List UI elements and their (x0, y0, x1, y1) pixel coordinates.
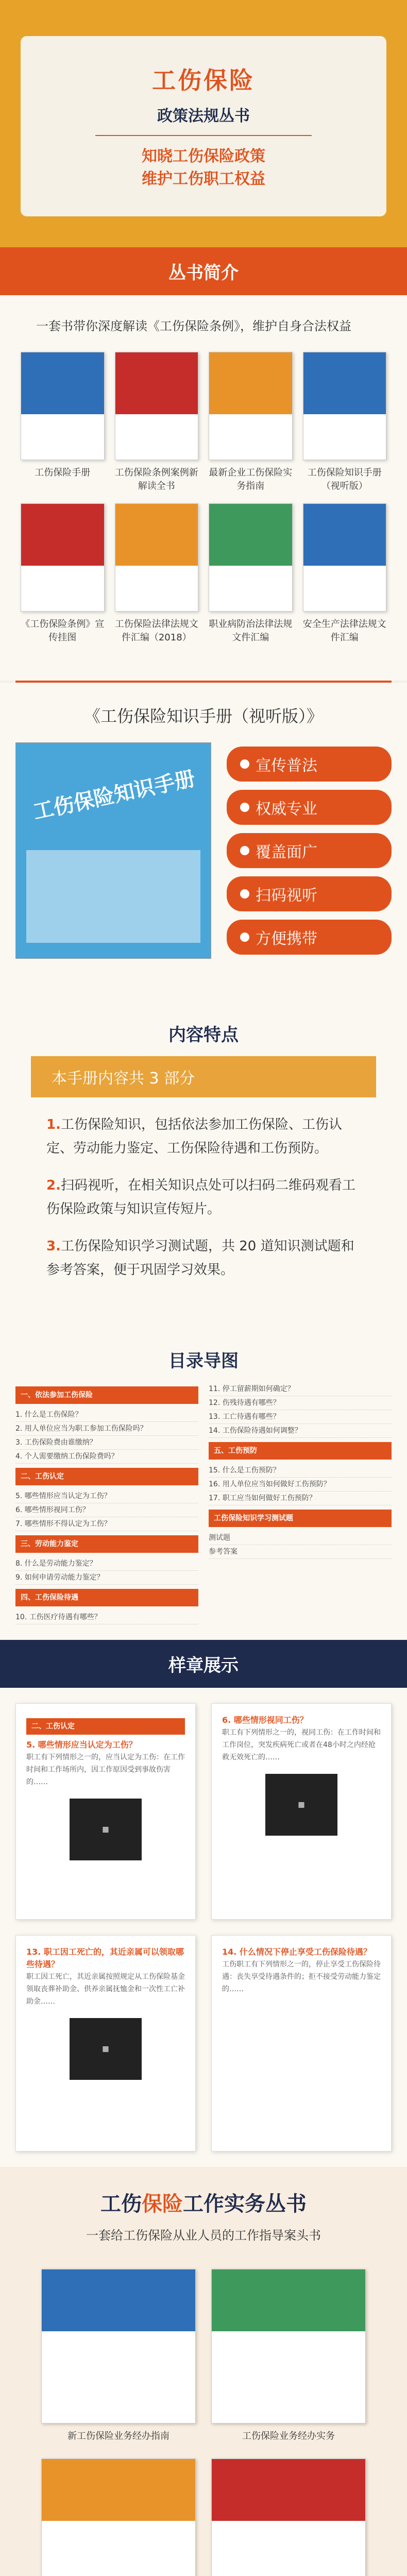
book-cover (209, 352, 293, 460)
book-caption: 《工伤保险条例》宣传挂图 (21, 619, 105, 643)
handbook-cover-image (26, 850, 200, 943)
feature-text: 工伤保险知识学习测试题，共 20 道知识测试题和参考答案，便于巩固学习效果。 (46, 1239, 354, 1278)
feature-tag (227, 833, 392, 868)
hero-title (36, 62, 371, 96)
toc-item: 14. 工伤保险待遇如何调整？ (209, 1424, 392, 1438)
series2-title (0, 2188, 407, 2217)
feature-tag-label: 宣传普法 (256, 757, 317, 775)
toc-section-title: 一、依法参加工伤保险 (15, 1386, 198, 1404)
book-cover (115, 503, 199, 612)
book-caption: 工伤保险条例案例新解读全书 (114, 467, 198, 492)
feature-num: 3. (46, 1239, 61, 1254)
sample-body: 职工因工死亡，其近亲属按照规定从工伤保险基金领取丧葬补助金、供养亲属抚恤金和一次性工亡补助金…… (26, 1973, 185, 2006)
hero-divider (95, 135, 312, 136)
book-cover (211, 2269, 366, 2424)
handbook-row (15, 742, 392, 959)
dot-icon (240, 933, 249, 942)
handbook-tags (227, 747, 392, 955)
series2-title-b: 工作实务丛书 (183, 2192, 307, 2216)
toc-grid (15, 1382, 392, 1624)
features-ribbon: 本手册内容共 3 部分 (31, 1056, 376, 1097)
book-grid (15, 336, 392, 660)
cover-band (115, 504, 198, 566)
qr-code-icon: ▦ (70, 1799, 142, 1860)
feature-tag-label: 扫码视听 (256, 887, 317, 905)
book-cover (21, 503, 105, 612)
dot-icon (240, 803, 249, 812)
hero-subtitle: 政策法规丛书 (157, 107, 250, 125)
handbook-section (0, 683, 407, 979)
samples-banner: 样章展示 (0, 1640, 407, 1688)
toc-item: 5. 哪些情形应当认定为工伤？ (15, 1489, 198, 1503)
book-item[interactable] (303, 352, 387, 493)
dot-icon (240, 759, 249, 769)
book-caption: 新工伤保险业务经办指南 (67, 2431, 169, 2442)
series2-title-hl: 保险 (142, 2192, 183, 2216)
cover-band (212, 2459, 365, 2521)
feature-text: 工伤保险知识，包括依法参加工伤保险、工伤认定、劳动能力鉴定、工伤保险待遇和工伤预防。 (46, 1117, 342, 1156)
toc-item: 16. 用人单位应当如何做好工伤预防？ (209, 1478, 392, 1492)
sample-page (15, 1935, 196, 2151)
book-caption: 工伤保险手册 (35, 467, 91, 478)
feature-num: 2. (46, 1178, 61, 1193)
toc-item: 12. 伤残待遇有哪些？ (209, 1396, 392, 1410)
series-section (0, 295, 407, 681)
toc-section-title: 工伤保险知识学习测试题 (209, 1510, 392, 1527)
sample-row (15, 1935, 392, 2151)
book-cover (41, 2269, 196, 2424)
cover-band (21, 504, 104, 566)
sample-question: 6. 哪些情形视同工伤？ (222, 1715, 308, 1725)
sample-body: 职工有下列情形之一的，应当认定为工伤：在工作时间和工作场所内，因工作原因受到事故伤害的…… (26, 1753, 185, 1786)
series-intro: 一套书带你深度解读《工伤保险条例》，维护自身合法权益 (36, 319, 351, 333)
handbook-cover-title: 工伤保险知识手册 (31, 767, 198, 824)
toc-item: 参考答案 (209, 1545, 392, 1559)
sample-body: 工伤职工有下列情形之一的，停止享受工伤保险待遇：丧失享受待遇条件的；拒不接受劳动能力鉴定的…… (222, 1960, 381, 1993)
toc-item: 17. 职工应当如何做好工伤预防？ (209, 1492, 392, 1505)
hero-tagline-2: 维护工伤职工权益 (142, 170, 265, 188)
book-item[interactable] (115, 352, 199, 493)
feature-text: 扫码视听，在相关知识点处可以扫码二维码观看工伤保险政策与知识宣传短片。 (46, 1178, 355, 1217)
feature-tag (227, 920, 392, 955)
book-caption: 职业病防治法律法规文件汇编 (209, 619, 293, 643)
toc-right-column (209, 1382, 392, 1624)
feature-tag-label: 权威专业 (256, 800, 317, 818)
sample-section-title: 二、工伤认定 (26, 1718, 185, 1735)
sample-question: 5. 哪些情形应当认定为工伤？ (26, 1740, 137, 1750)
feature-tag-label: 方便携带 (256, 930, 317, 948)
book-item[interactable] (41, 2269, 196, 2443)
cover-band (21, 352, 104, 414)
hero-tagline-1: 知晓工伤保险政策 (142, 147, 265, 165)
handbook-title: 《工伤保险知识手册（视听版）》 (83, 706, 323, 726)
dot-icon (240, 846, 249, 855)
book-caption: 工伤保险业务经办实务 (242, 2431, 335, 2442)
book-cover (115, 352, 199, 460)
toc-left-column (15, 1382, 198, 1624)
book-cover (41, 2459, 196, 2576)
sample-page (211, 1935, 392, 2151)
book-item[interactable] (115, 503, 199, 645)
book-item[interactable] (303, 503, 387, 645)
book-caption: 最新企业工伤保险实务指南 (209, 467, 293, 492)
toc-item: 1. 什么是工伤保险？ (15, 1408, 198, 1422)
book-caption: 工伤保险法律法规文件汇编（2018） (114, 619, 198, 643)
cover-band (115, 352, 198, 414)
feature-item (46, 1174, 361, 1221)
book-item[interactable] (21, 503, 105, 645)
toc-item: 8. 什么是劳动能力鉴定？ (15, 1557, 198, 1571)
cover-band (209, 504, 292, 566)
feature-tag-label: 覆盖面广 (256, 843, 317, 861)
feature-tag (227, 876, 392, 911)
qr-code-icon: ▦ (70, 2018, 142, 2080)
sample-question: 13. 职工因工死亡的，其近亲属可以领取哪些待遇？ (26, 1947, 184, 1969)
cover-band (212, 2269, 365, 2331)
toc-section-title: 二、工伤认定 (15, 1468, 198, 1485)
book-caption: 工伤保险知识手册（视听版） (307, 467, 382, 492)
hero-title-a: 工伤保险 (152, 66, 255, 94)
book-item[interactable] (41, 2459, 196, 2576)
cover-band (303, 352, 386, 414)
feature-tag (227, 790, 392, 825)
toc-item: 4. 个人需要缴纳工伤保险费吗？ (15, 1450, 198, 1464)
qr-code-icon: ▦ (265, 1774, 337, 1836)
book-item[interactable] (211, 2459, 366, 2576)
book-item[interactable] (21, 352, 105, 493)
cover-band (42, 2459, 195, 2521)
features-section (0, 979, 407, 1331)
sample-body: 职工有下列情形之一的，视同工伤：在工作时间和工作岗位，突发疾病死亡或者在48小时之内经抢救无效死亡的…… (222, 1728, 381, 1761)
series-banner: 丛书简介 (0, 247, 407, 295)
handbook-cover[interactable] (15, 742, 211, 959)
cover-band (303, 504, 386, 566)
toc-item: 11. 停工留薪期如何确定？ (209, 1382, 392, 1396)
toc-item: 3. 工伤保险费由谁缴纳？ (15, 1436, 198, 1450)
feature-tag (227, 747, 392, 782)
book-item[interactable] (209, 352, 293, 493)
feature-num: 1. (46, 1117, 61, 1132)
toc-section-title: 五、工伤预防 (209, 1442, 392, 1460)
book-cover (209, 503, 293, 612)
cover-band (209, 352, 292, 414)
hero (0, 0, 407, 247)
toc-section-title: 四、工伤保险待遇 (15, 1589, 198, 1606)
book-cover (21, 352, 105, 460)
toc-section (0, 1331, 407, 1640)
features-heading: 内容特点 (168, 1025, 239, 1045)
toc-item: 15. 什么是工伤预防？ (209, 1464, 392, 1478)
book-item[interactable] (211, 2269, 366, 2443)
feature-item (46, 1113, 361, 1160)
features-list (15, 1097, 392, 1311)
series2-subtitle: 一套给工伤保险从业人员的工作指导案头书 (86, 2228, 321, 2243)
feature-item (46, 1234, 361, 1282)
samples-section (0, 1688, 407, 2167)
series2-title-a: 工伤 (100, 2192, 142, 2216)
dot-icon (240, 889, 249, 899)
toc-item: 10. 工伤医疗待遇有哪些？ (15, 1611, 198, 1624)
series2-book-grid (0, 2253, 407, 2576)
toc-item: 6. 哪些情形视同工伤？ (15, 1503, 198, 1517)
book-item[interactable] (209, 503, 293, 645)
book-cover (303, 503, 387, 612)
toc-item: 7. 哪些情形不得认定为工伤？ (15, 1517, 198, 1531)
book-caption: 安全生产法律法规文件汇编 (302, 619, 386, 643)
cover-band (42, 2269, 195, 2331)
book-cover (303, 352, 387, 460)
sample-question: 14. 什么情况下停止享受工伤保险待遇？ (222, 1947, 371, 1957)
toc-item: 测试题 (209, 1531, 392, 1545)
book-cover (211, 2459, 366, 2576)
toc-item: 13. 工亡待遇有哪些？ (209, 1410, 392, 1424)
toc-item: 2. 用人单位应当为职工参加工伤保险吗？ (15, 1422, 198, 1436)
toc-item: 9. 如何申请劳动能力鉴定？ (15, 1571, 198, 1585)
sample-page (15, 1703, 196, 1920)
sample-row (15, 1703, 392, 1920)
toc-section-title: 三、劳动能力鉴定 (15, 1535, 198, 1553)
toc-heading: 目录导图 (168, 1351, 239, 1371)
series2-heading (0, 2167, 407, 2253)
hero-card (21, 36, 386, 216)
sample-page (211, 1703, 392, 1920)
